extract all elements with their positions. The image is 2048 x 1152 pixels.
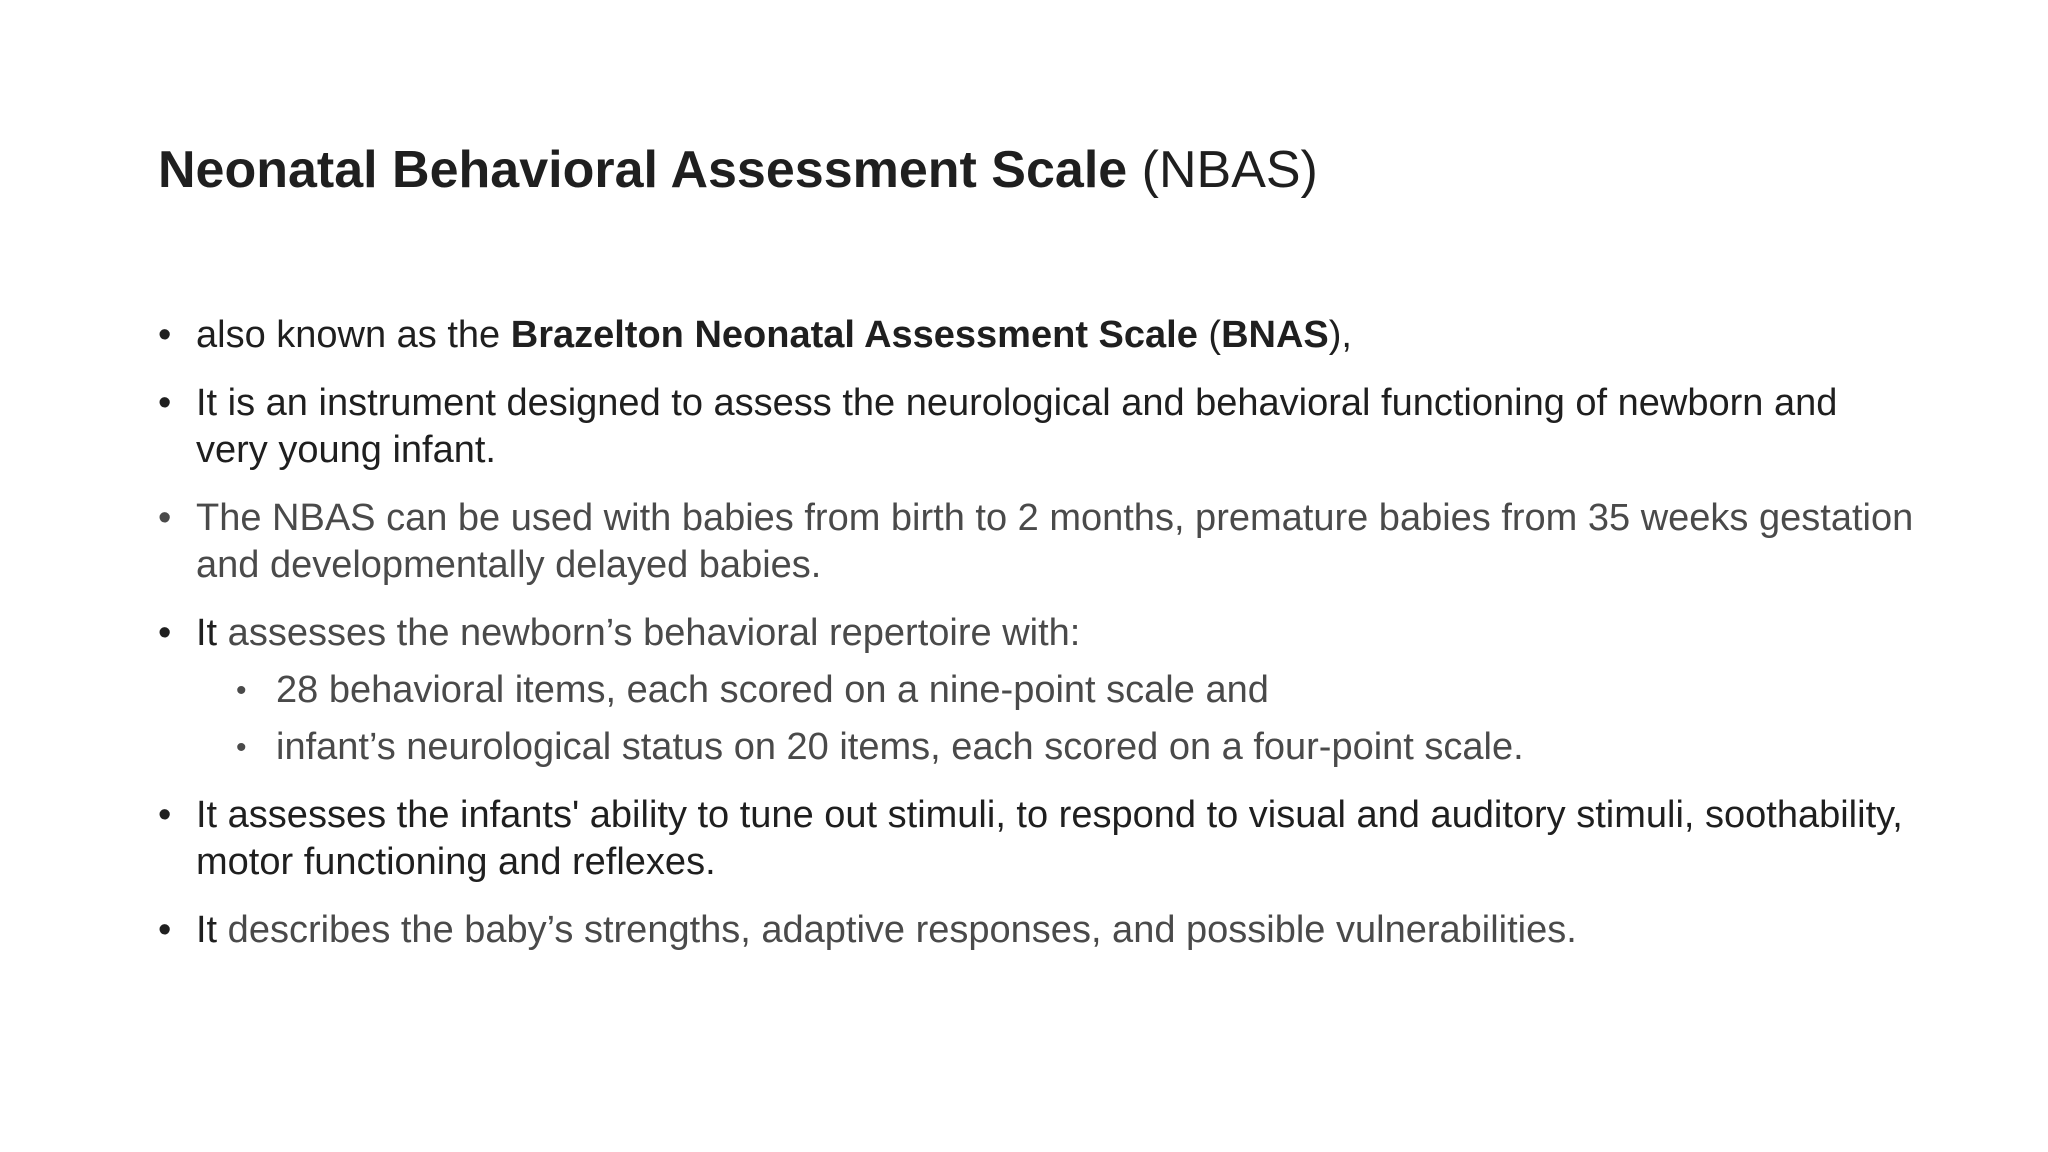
bullet-list — [158, 312, 1918, 975]
bnas-abbreviation: BNAS — [1221, 314, 1329, 356]
sub-bullet-behavioral-items — [236, 667, 1918, 714]
slide-title — [158, 136, 1318, 204]
bullet-dot-icon: • — [158, 497, 172, 539]
bullet-text: ( — [1197, 314, 1222, 356]
sub-bullet-dot-icon: • — [236, 674, 247, 707]
bullet-dot-icon: • — [158, 612, 172, 654]
sub-bullet-list — [196, 667, 1918, 771]
bullet-dot-icon: • — [158, 382, 172, 424]
bullet-dot-icon: • — [158, 794, 172, 836]
sub-bullet-dot-icon: • — [236, 731, 247, 764]
sub-bullet-text: infant’s neurological status on 20 items, each scored on a four-point scale. — [276, 726, 1524, 768]
bullet-text: ), — [1328, 314, 1352, 356]
bullet-item-abilities — [158, 792, 1918, 886]
bullet-item-strengths — [158, 907, 1918, 954]
bnas-full-name: Brazelton Neonatal Assessment Scale — [510, 314, 1198, 356]
bullet-item-instrument — [158, 380, 1918, 474]
bullet-text: The NBAS can be used with babies from birth to 2 months, premature babies from 35 weeks gestation and developmentally delayed babies. — [196, 497, 1914, 586]
bullet-item-repertoire — [158, 610, 1918, 771]
bullet-item-age-range — [158, 495, 1918, 589]
bullet-text: It is an instrument designed to assess the neurological and behavioral functioning of newborn and very young infant. — [196, 382, 1838, 471]
bullet-text: describes the baby’s strengths, adaptive responses, and possible vulnerabilities. — [217, 909, 1577, 951]
bullet-text: also known as the — [196, 314, 511, 356]
title-bold: Neonatal Behavioral Assessment Scale — [158, 141, 1128, 199]
bullet-text: assesses the newborn’s behavioral repertoire with: — [217, 612, 1081, 654]
bullet-item-bnas — [158, 312, 1918, 359]
bullet-text: It assesses the infants' ability to tune out stimuli, to respond to visual and auditory stimuli, soothability, motor functioning and reflexes. — [196, 794, 1903, 883]
sub-bullet-neurological-items — [236, 724, 1918, 771]
bullet-lead: It — [196, 909, 218, 951]
bullet-dot-icon: • — [158, 909, 172, 951]
bullet-lead: It — [196, 612, 218, 654]
bullet-dot-icon: • — [158, 314, 172, 356]
title-abbr: (NBAS) — [1141, 141, 1318, 199]
sub-bullet-text: 28 behavioral items, each scored on a nine-point scale and — [276, 669, 1269, 711]
